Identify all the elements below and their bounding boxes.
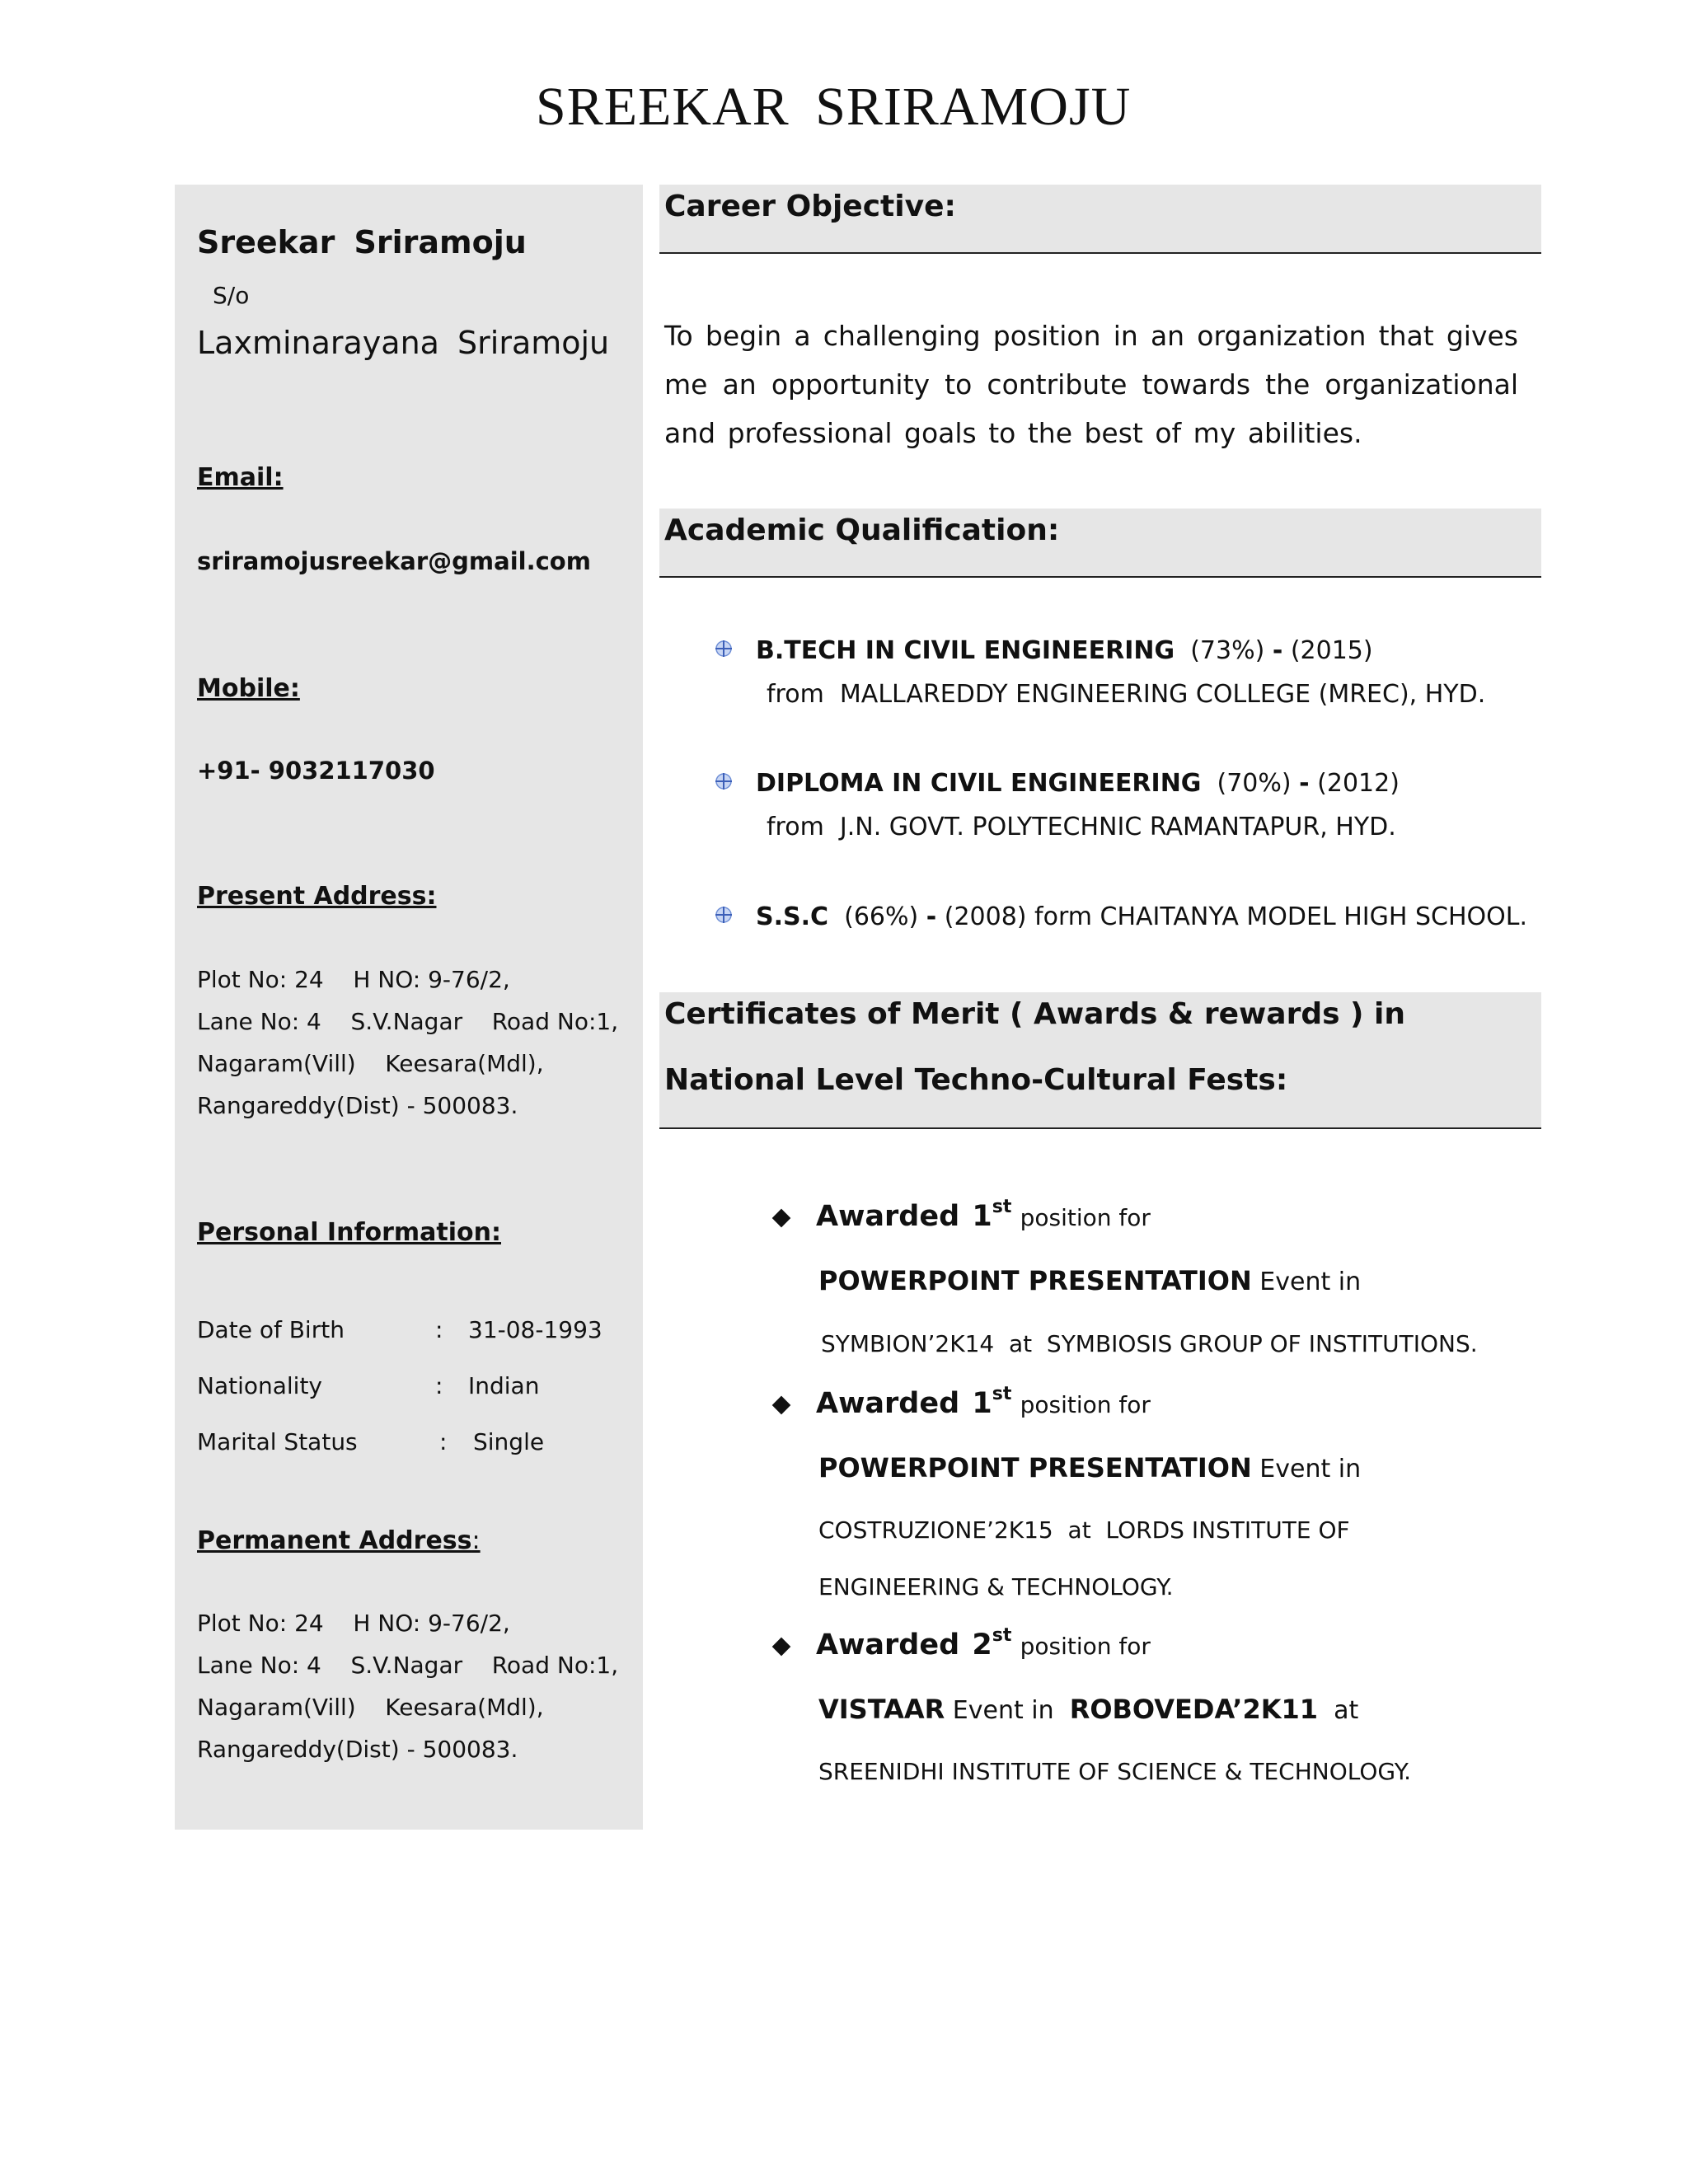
diploma-institute: J.N. GOVT. POLYTECHNIC RAMANTAPUR, HYD. bbox=[839, 813, 1396, 841]
award-1-position: position for bbox=[1020, 1204, 1151, 1231]
permanent-address-line: Nagaram(Vill) Keesara(Mdl), bbox=[197, 1694, 544, 1721]
award-2-venue: COSTRUZIONE’2K15 at LORDS INSTITUTE OF bbox=[818, 1516, 1350, 1544]
ssc-dash: - bbox=[926, 902, 937, 931]
award-1-suffix: st bbox=[992, 1197, 1012, 1217]
certificates-heading-line2: National Level Techno-Cultural Fests: bbox=[664, 1063, 1288, 1097]
permanent-address-heading bbox=[197, 1526, 481, 1555]
nationality-value: Indian bbox=[468, 1372, 540, 1399]
qualification-diploma bbox=[756, 769, 1400, 798]
personal-info-heading: Personal Information: bbox=[197, 1218, 501, 1247]
email-heading: Email: bbox=[197, 463, 284, 492]
academic-bullet-icon bbox=[715, 640, 733, 658]
btech-from: from bbox=[767, 680, 824, 709]
award-2-rank-line bbox=[816, 1384, 1151, 1420]
award-2-event-line bbox=[818, 1452, 1361, 1483]
award-3-fest: ROBOVEDA’2K11 bbox=[1069, 1694, 1319, 1725]
award-2-suffix: st bbox=[992, 1384, 1012, 1404]
award-bullet-icon bbox=[772, 1396, 791, 1415]
award-2-event: POWERPOINT PRESENTATION bbox=[818, 1452, 1252, 1483]
present-address-line: Plot No: 24 H NO: 9-76/2, bbox=[197, 966, 510, 993]
award-3-position: position for bbox=[1020, 1633, 1151, 1660]
diploma-pct: (70%) bbox=[1217, 769, 1292, 798]
academic-bullet-icon bbox=[715, 772, 733, 790]
btech-pct: (73%) bbox=[1190, 636, 1265, 665]
permanent-address-line: Lane No: 4 S.V.Nagar Road No:1, bbox=[197, 1652, 619, 1679]
award-3-at: at bbox=[1334, 1696, 1359, 1725]
resume-title: SREEKAR SRIRAMOJU bbox=[536, 77, 1132, 137]
mobile-value: +91- 9032117030 bbox=[197, 757, 435, 785]
son-of-label: S/o bbox=[213, 282, 250, 309]
award-2-position: position for bbox=[1020, 1391, 1151, 1418]
academic-heading: Academic Qualification: bbox=[664, 513, 1060, 547]
present-address-line: Lane No: 4 S.V.Nagar Road No:1, bbox=[197, 1008, 619, 1035]
marital-status-label: Marital Status bbox=[197, 1428, 358, 1455]
btech-dash: - bbox=[1272, 636, 1283, 665]
award-2-awarded: Awarded bbox=[816, 1387, 960, 1420]
diploma-year: (2012) bbox=[1317, 769, 1400, 798]
btech-institute-line bbox=[767, 680, 1485, 709]
permanent-address-colon: : bbox=[471, 1526, 481, 1555]
email-value: sriramojusreekar@gmail.com bbox=[197, 547, 591, 575]
career-objective-heading: Career Objective: bbox=[664, 190, 956, 223]
award-2-rank: 1 bbox=[972, 1387, 992, 1420]
mobile-heading: Mobile: bbox=[197, 674, 300, 703]
award-2-venue: ENGINEERING & TECHNOLOGY. bbox=[818, 1573, 1174, 1601]
award-3-event-in: Event in bbox=[952, 1696, 1054, 1725]
certificates-heading-line1: Certificates of Merit ( Awards & rewards ) in bbox=[664, 997, 1406, 1031]
btech-year: (2015) bbox=[1290, 636, 1373, 665]
diploma-dash: - bbox=[1299, 769, 1310, 798]
award-3-rank-line bbox=[816, 1625, 1151, 1661]
present-address-line: Nagaram(Vill) Keesara(Mdl), bbox=[197, 1050, 544, 1077]
academic-bullet-icon bbox=[715, 906, 733, 924]
btech-institute: MALLAREDDY ENGINEERING COLLEGE (MREC), HYD. bbox=[839, 680, 1486, 709]
award-3-suffix: st bbox=[992, 1625, 1012, 1646]
dob-colon: : bbox=[435, 1316, 443, 1343]
award-3-rank: 2 bbox=[972, 1629, 992, 1661]
dob-value: 31-08-1993 bbox=[468, 1316, 603, 1343]
father-name: Laxminarayana Sriramoju bbox=[197, 325, 610, 361]
award-bullet-icon bbox=[772, 1209, 791, 1228]
dob-label: Date of Birth bbox=[197, 1316, 345, 1343]
diploma-institute-line bbox=[767, 813, 1396, 841]
career-objective-text: To begin a challenging position in an organization that gives me an opportunity to contribute towards the organizational and professional goals to the best of my abilities. bbox=[664, 320, 1518, 449]
nationality-label: Nationality bbox=[197, 1372, 323, 1399]
award-1-event-in: Event in bbox=[1259, 1268, 1362, 1296]
qualification-btech bbox=[756, 636, 1373, 665]
award-3-event-line bbox=[818, 1694, 1358, 1725]
marital-status-value: Single bbox=[473, 1428, 545, 1455]
btech-degree: B.TECH IN CIVIL ENGINEERING bbox=[756, 636, 1175, 665]
candidate-name: Sreekar Sriramoju bbox=[197, 224, 527, 260]
present-address-heading: Present Address: bbox=[197, 882, 437, 911]
award-3-awarded: Awarded bbox=[816, 1629, 960, 1661]
marital-status-colon: : bbox=[439, 1428, 448, 1455]
diploma-from: from bbox=[767, 813, 824, 841]
award-bullet-icon bbox=[772, 1638, 791, 1657]
award-2-event-in: Event in bbox=[1259, 1455, 1362, 1483]
award-1-awarded: Awarded bbox=[816, 1200, 960, 1233]
sidebar-panel bbox=[175, 185, 643, 1830]
qualification-ssc bbox=[756, 902, 1527, 931]
award-1-event-line bbox=[818, 1265, 1361, 1296]
diploma-degree: DIPLOMA IN CIVIL ENGINEERING bbox=[756, 769, 1202, 798]
ssc-year-school: (2008) form CHAITANYA MODEL HIGH SCHOOL. bbox=[944, 902, 1527, 931]
award-1-event: POWERPOINT PRESENTATION bbox=[818, 1265, 1252, 1296]
ssc-degree: S.S.C bbox=[756, 902, 829, 931]
award-3-venue: SREENIDHI INSTITUTE OF SCIENCE & TECHNOLOGY. bbox=[818, 1758, 1412, 1785]
nationality-colon: : bbox=[435, 1372, 443, 1399]
award-1-rank: 1 bbox=[972, 1200, 992, 1233]
award-1-rank-line bbox=[816, 1197, 1151, 1233]
award-3-event: VISTAAR bbox=[818, 1694, 945, 1725]
permanent-address-line: Rangareddy(Dist) - 500083. bbox=[197, 1736, 518, 1763]
award-1-venue: SYMBION’2K14 at SYMBIOSIS GROUP OF INSTITUTIONS. bbox=[821, 1330, 1478, 1357]
present-address-line: Rangareddy(Dist) - 500083. bbox=[197, 1092, 518, 1119]
permanent-address-line: Plot No: 24 H NO: 9-76/2, bbox=[197, 1610, 510, 1637]
ssc-pct: (66%) bbox=[844, 902, 919, 931]
permanent-address-label: Permanent Address bbox=[197, 1526, 472, 1555]
